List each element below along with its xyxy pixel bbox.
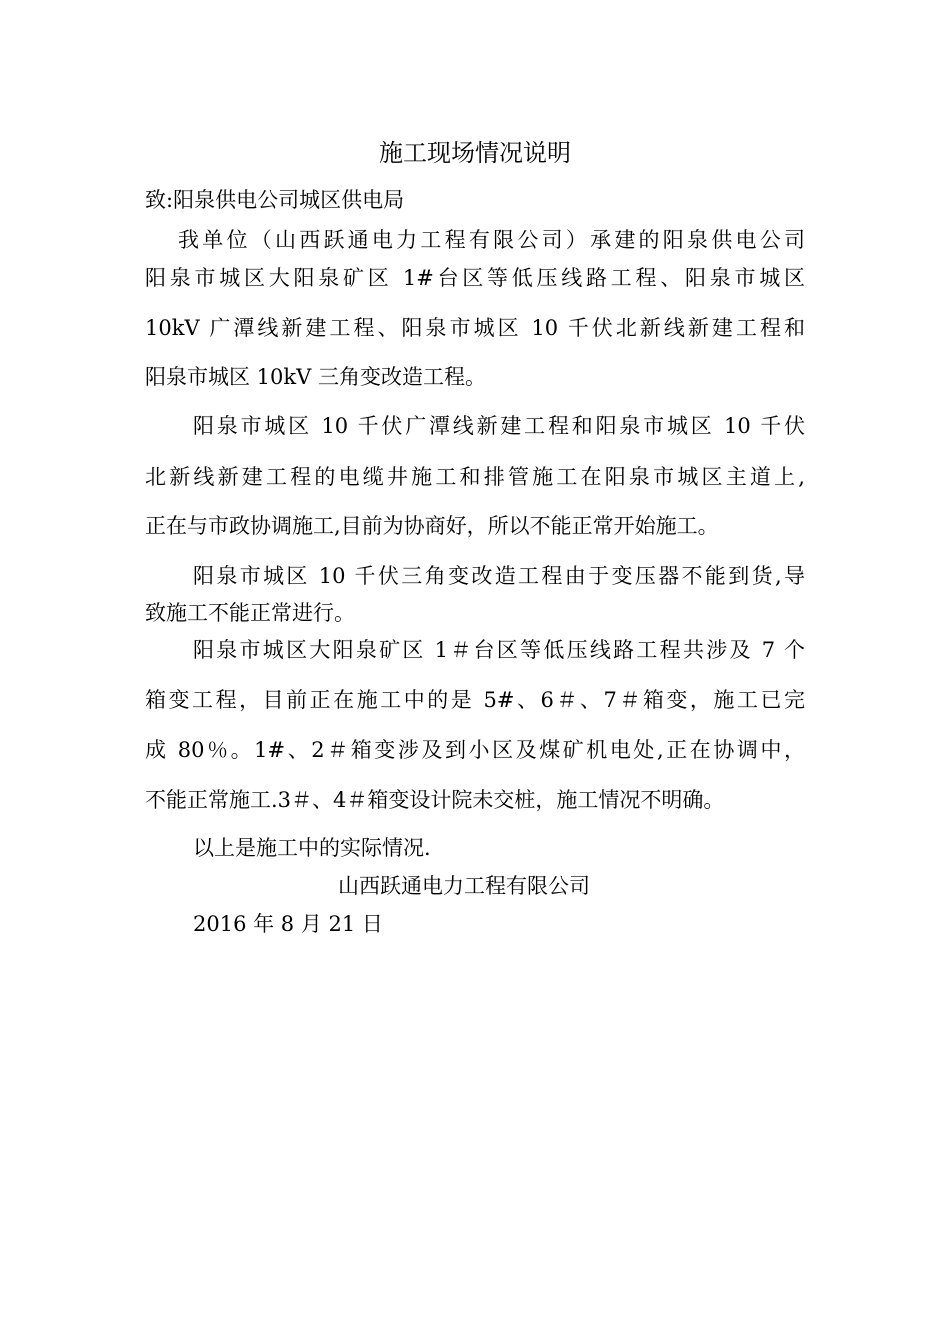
signature-company: 山西跃通电力工程有限公司 bbox=[338, 874, 590, 898]
para1-line-3: 10kV 广潭线新建工程、阳泉市城区 10 千伏北新线新建工程和 bbox=[145, 316, 805, 340]
para1-line-2: 阳泉市城区大阳泉矿区 1#台区等低压线路工程、阳泉市城区 bbox=[145, 266, 805, 290]
document-title: 施工现场情况说明 bbox=[379, 139, 571, 167]
para2-line-2: 北新线新建工程的电缆井施工和排管施工在阳泉市城区主道上, bbox=[145, 465, 805, 489]
para1-line-4: 阳泉市城区 10kV 三角变改造工程。 bbox=[145, 365, 486, 389]
para1-line-1: 我单位（山西跃通电力工程有限公司）承建的阳泉供电公司 bbox=[178, 228, 805, 252]
para3-line-1: 阳泉市城区 10 千伏三角变改造工程由于变压器不能到货,导 bbox=[193, 564, 805, 588]
para2-line-1: 阳泉市城区 10 千伏广潭线新建工程和阳泉市城区 10 千伏 bbox=[193, 414, 805, 438]
para2-line-3: 正在与市政协调施工,目前为协商好，所以不能正常开始施工。 bbox=[145, 514, 719, 538]
para4-line-2: 箱变工程，目前正在施工中的是 5#、6＃、7＃箱变，施工已完 bbox=[145, 688, 805, 712]
para4-line-4: 不能正常施工.3＃、4＃箱变设计院未交桩，施工情况不明确。 bbox=[145, 788, 725, 812]
para4-line-3: 成 80％。1#、2＃箱变涉及到小区及煤矿机电处,正在协调中， bbox=[145, 738, 805, 762]
signature-date: 2016 年 8 月 21 日 bbox=[193, 912, 383, 936]
para3-line-2: 致施工不能正常进行。 bbox=[145, 601, 355, 625]
recipient-line: 致:阳泉供电公司城区供电局 bbox=[145, 188, 405, 212]
closing-line: 以上是施工中的实际情况. bbox=[193, 836, 431, 860]
para4-line-1: 阳泉市城区大阳泉矿区 1＃台区等低压线路工程共涉及 7 个 bbox=[193, 638, 805, 662]
